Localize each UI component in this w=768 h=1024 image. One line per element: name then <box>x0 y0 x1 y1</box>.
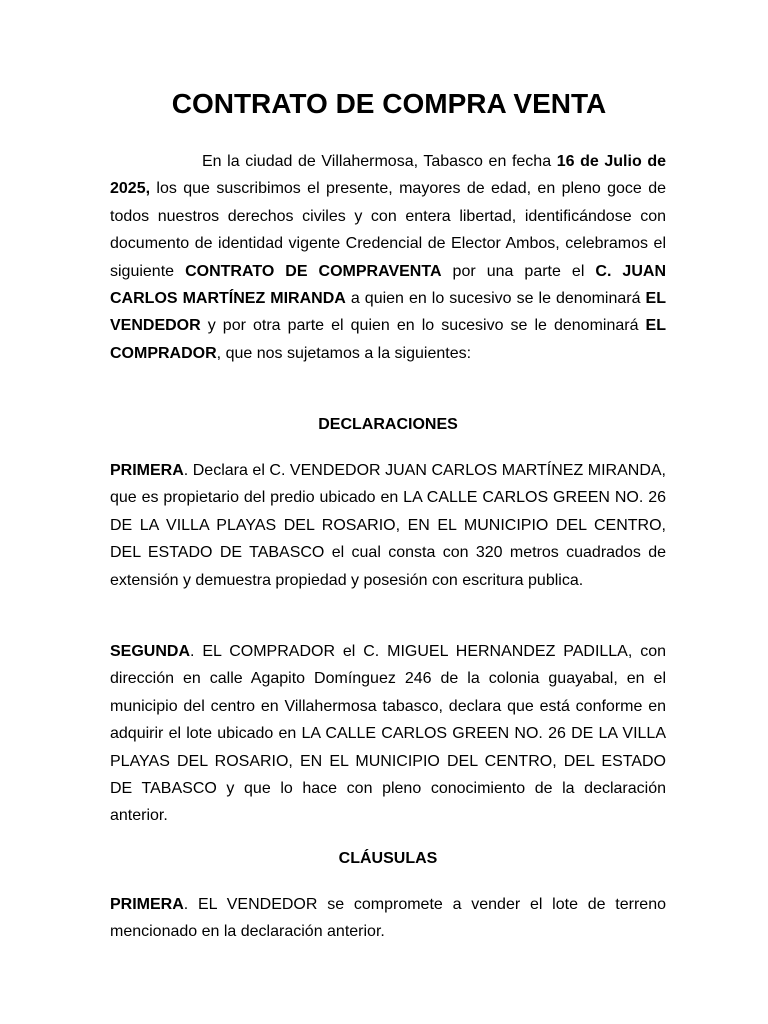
seller-name: C. JUAN CARLOS MARTÍNEZ MIRANDA <box>110 262 666 308</box>
contract-date: 16 de Julio de 2025, <box>110 153 666 198</box>
declaracion-primera <box>110 457 666 594</box>
buyer-role: EL COMPRADOR <box>110 317 666 362</box>
clausulas-heading: CLÁUSULAS <box>338 850 438 867</box>
intro-paragraph <box>110 148 666 367</box>
contract-type: CONTRATO DE COMPRAVENTA <box>185 262 442 280</box>
declaracion-segunda-text: . EL COMPRADOR el C. MIGUEL HERNANDEZ PADILLA, con dirección en calle Agapito Domínguez 246 de la colonia guayabal, en el municipio del centro en Villahermosa tabasco, declara que está conforme en adquirir el lote ubicado en LA CALLE CARLOS GREEN NO. 26 DE LA VILLA PLAYAS DEL ROSARIO, EN EL MUNICIPIO DEL CENTRO, DEL ESTADO DE TABASCO y que lo hace con pleno conocimiento de la declaración anterior. <box>110 643 666 825</box>
intro-text-4: a quien en lo sucesivo se le denominará <box>345 290 646 308</box>
clausula-primera <box>110 891 666 946</box>
declaracion-segunda-label: SEGUNDA <box>110 643 191 660</box>
clausula-primera-label: PRIMERA <box>110 896 184 913</box>
intro-text-3: por una parte el <box>441 262 596 280</box>
seller-role: EL VENDEDOR <box>110 290 666 335</box>
clausula-primera-text: . EL VENDEDOR se compromete a vender el lote de terreno mencionado en la declaración anterior. <box>110 896 666 941</box>
intro-text-2: los que suscribimos el presente, mayores de edad, en pleno goce de todos nuestros derechos civiles y con entera libertad, identificándose con documento de identidad vigente Credencial de Elector Ambos, celebramos el siguiente <box>110 180 666 280</box>
declaraciones-heading: DECLARACIONES <box>318 416 458 433</box>
declaracion-primera-text: . Declara el C. VENDEDOR JUAN CARLOS MARTÍNEZ MIRANDA, que es propietario del predio ubicado en LA CALLE CARLOS GREEN NO. 26 DE LA VILLA PLAYAS DEL ROSARIO, EN EL MUNICIPIO DEL CENTRO, DEL ESTADO DE TABASCO el cual consta con 320 metros cuadrados de extensión y demuestra propiedad y posesión con escritura publica. <box>110 462 666 589</box>
declaracion-segunda <box>110 638 666 830</box>
document-title: CONTRATO DE COMPRA VENTA <box>171 88 607 119</box>
intro-text-6: , que nos sujetamos a la siguientes: <box>216 344 472 362</box>
intro-text-1: En la ciudad de Villahermosa, Tabasco en fecha <box>202 153 557 170</box>
intro-text-5: y por otra parte el quien en lo sucesivo se le denominará <box>200 317 646 335</box>
declaracion-primera-label: PRIMERA <box>110 462 184 479</box>
